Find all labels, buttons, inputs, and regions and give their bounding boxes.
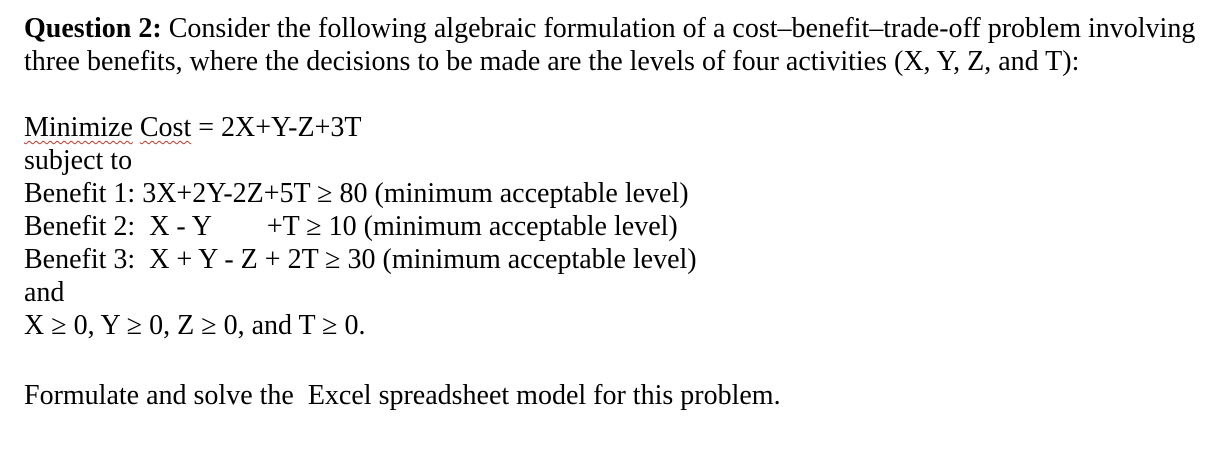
and-line: and — [24, 277, 65, 308]
nonnegativity-line: X ≥ 0, Y ≥ 0, Z ≥ 0, and T ≥ 0. — [24, 310, 366, 341]
question-intro: Consider the following algebraic formulation of a cost–benefit–trade-off problem involving three benefits, where the decisions to be made are the levels of four activities (X, Y, Z, and T): — [24, 13, 1196, 77]
constraint-benefit-3: Benefit 3: X + Y - Z + 2T ≥ 30 (minimum acceptable level) — [24, 244, 697, 275]
constraint-benefit-1: Benefit 1: 3X+2Y-2Z+5T ≥ 80 (minimum acceptable level) — [24, 178, 689, 209]
question-paragraph — [24, 12, 1214, 78]
objective-name: Cost — [139, 112, 192, 143]
objective-expression: = 2X+Y-Z+3T — [191, 112, 362, 143]
task-instruction: Formulate and solve the Excel spreadsheet model for this problem. — [24, 380, 781, 411]
question-label: Question 2: — [24, 13, 162, 44]
spacer — [24, 342, 1214, 379]
objective-line — [24, 111, 1214, 144]
subject-to-line: subject to — [24, 145, 133, 176]
spacer — [24, 78, 1214, 111]
document-body — [24, 12, 1214, 412]
constraint-benefit-2: Benefit 2: X - Y +T ≥ 10 (minimum acceptable level) — [24, 211, 678, 242]
objective-keyword: Minimize — [24, 112, 133, 143]
